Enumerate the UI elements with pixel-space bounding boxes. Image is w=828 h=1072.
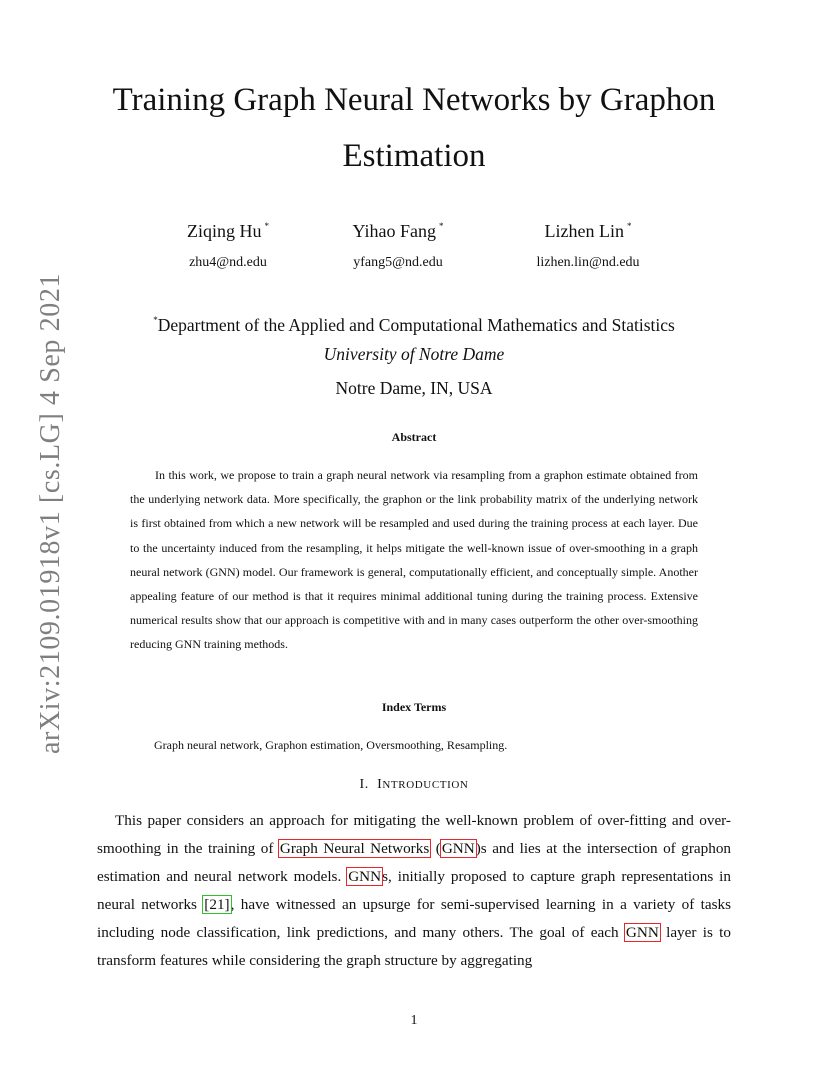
arxiv-identifier-text: arXiv:2109.01918v1 [cs.LG] 4 Sep 2021 [35,272,66,754]
page-number: 1 [410,1013,418,1028]
citation-link-21[interactable]: [21] [204,896,230,914]
author-affiliation-mark: * [264,221,269,231]
paper-title: Training Graph Neural Networks by Graphon Estimation [112,82,716,174]
index-terms-text: Graph neural network, Graphon estimation, Oversmoothing, Resampling. [154,738,508,752]
author-affiliation-mark: * [439,221,444,231]
section-heading-introduction: I. INTRODUCTION [359,777,469,792]
author-email: yfang5@nd.edu [353,255,443,270]
author-name: Ziqing Hu * [187,221,269,241]
acronym-link-gnn[interactable]: GNN [348,868,382,886]
abstract-text: In this work, we propose to train a graph neural network via resampling from a graphon estimate obtained from the underlying network data. More specifically, the graphon or the link probability matrix of the underlying network is first obtained from which a new network will be resampled and used during the training process at each layer. Due to the uncertainty induced from the resampling, it helps mitigate the well-known issue of over-smoothing in a graph neural network (GNN) model. Our framework is general, computationally efficient, and conceptually simple. Another appealing feature of our method is that it requires minimal additional tuning during the training process. Extensive numerical results show that our approach is competitive with and in many cases outperform the other over-smoothing reducing GNN training methods. [130,468,698,652]
affiliation-mark: * [153,315,158,325]
acronym-link-gnn-full[interactable]: Graph Neural Networks [279,840,430,858]
author-name: Lizhen Lin * [544,221,632,241]
affiliation-department: *Department of the Applied and Computational Mathematics and Statistics [153,315,675,335]
acronym-link-gnn[interactable]: GNN [625,924,659,942]
introduction-paragraph: This paper considers an approach for mitigating the well-known problem of over-fitting and over-smoothing in the training of Graph Neural Networks (GNN)s and lies at the intersection of graphon estimation and neural network models. GNNs, initially proposed to capture graph representations in neural networks [21], have witnessed an upsurge for semi-supervised learning in a variety of tasks including node classification, link predictions, and many others. The goal of each GNN layer is to transform features while considering the graph structure by aggregating [97,812,732,970]
affiliation-university: University of Notre Dame [323,344,505,364]
author-email: lizhen.lin@nd.edu [536,255,640,270]
author-block-3 [488,214,688,273]
author-affiliation-mark: * [626,221,632,231]
author-name: Yihao Fang * [352,221,444,241]
index-terms-heading: Index Terms [381,700,447,714]
acronym-link-gnn[interactable]: GNN [441,840,475,858]
affiliation-location: Notre Dame, IN, USA [335,378,493,398]
author-block-2 [298,214,498,273]
arxiv-identifier-stamp [35,272,66,754]
author-email: zhu4@nd.edu [189,255,267,270]
abstract-heading: Abstract [391,430,437,444]
